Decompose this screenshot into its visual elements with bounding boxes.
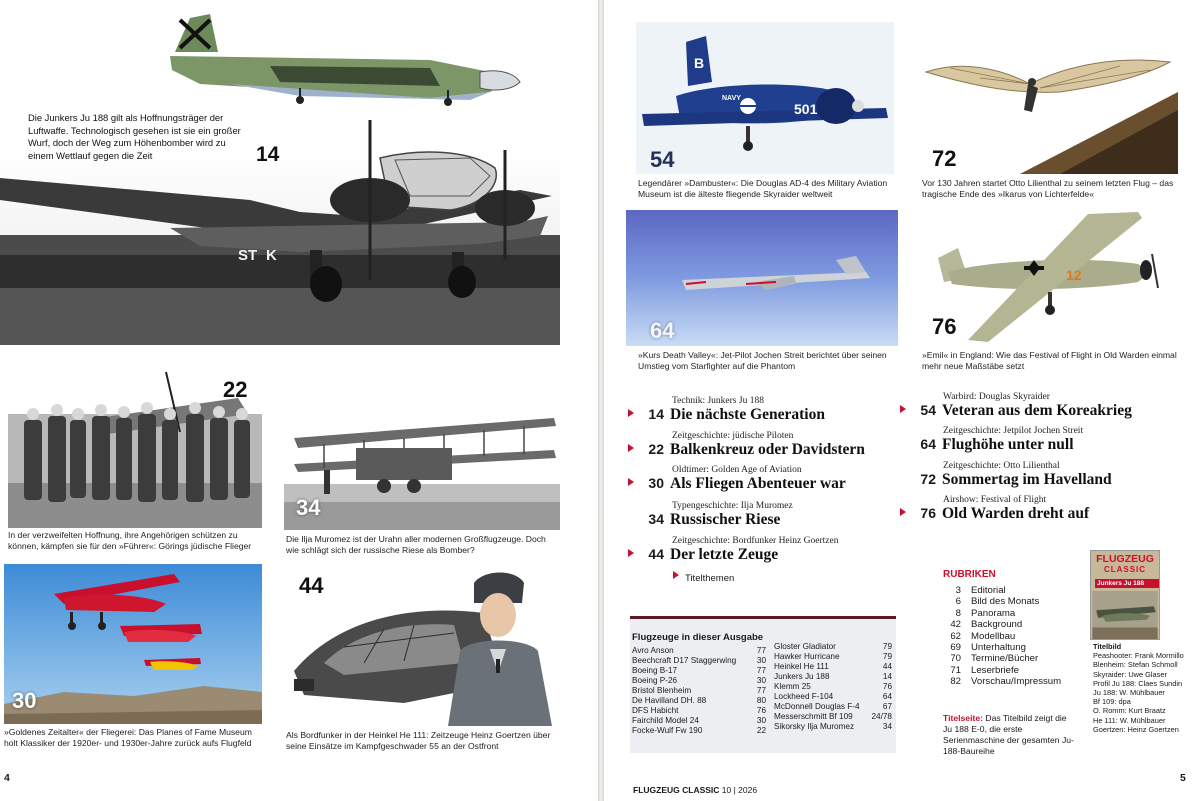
toc-page-number: 44 xyxy=(648,546,664,562)
rubrik-item[interactable] xyxy=(943,653,1061,664)
aircraft-index-heading: Flugzeuge in dieser Ausgabe xyxy=(632,632,764,643)
red-plane-medium xyxy=(120,624,202,642)
photo-54 xyxy=(636,22,894,174)
photo-72-number: 72 xyxy=(932,146,957,171)
rubrik-item[interactable] xyxy=(943,619,1061,630)
rubrik-page: 82 xyxy=(950,676,961,688)
titelseite-note xyxy=(943,713,1078,757)
featured-triangle-icon xyxy=(628,549,634,557)
aircraft-index-row[interactable] xyxy=(632,696,766,706)
aircraft-index-row[interactable] xyxy=(774,682,892,692)
aircraft-index-row[interactable] xyxy=(632,716,766,726)
rubrik-page: 6 xyxy=(955,596,961,608)
aircraft-page: 34 xyxy=(882,722,892,731)
aircraft-name: De Havilland DH. 88 xyxy=(632,696,707,705)
toc-title: Old Warden dreht auf xyxy=(942,505,1090,522)
aircraft-page: 30 xyxy=(756,716,766,725)
rubrik-title: Editorial xyxy=(971,585,1006,596)
cover-masthead-2: CLASSIC xyxy=(1103,565,1147,574)
rubrik-page: 8 xyxy=(955,607,961,619)
rubrik-title: Leserbriefe xyxy=(971,664,1019,676)
photo-76 xyxy=(928,208,1178,346)
toc-category: Zeitgeschichte: jüdische Piloten xyxy=(672,431,794,441)
toc-entry-30[interactable] xyxy=(628,465,846,493)
aircraft-page: 76 xyxy=(756,706,766,715)
cover-credits xyxy=(1093,642,1184,734)
hero-photo xyxy=(0,0,560,345)
rubrik-title: Background xyxy=(971,619,1023,631)
aircraft-page: 24/78 xyxy=(871,712,892,721)
rubrik-item[interactable] xyxy=(943,596,1061,607)
titelseite-text: Das Titelbild zeigt die Ju 188 E-0, die erste Serienmaschine der gesamten Ju-188-Baureihe xyxy=(943,713,1074,756)
aircraft-page: 80 xyxy=(756,696,766,705)
aircraft-page: 77 xyxy=(756,646,766,655)
navy-marking: NAVY xyxy=(722,95,741,102)
aircraft-name: Sikorsky Ilja Muromez xyxy=(774,722,855,731)
aircraft-name: Lockheed F-104 xyxy=(774,692,834,701)
aircraft-page: 30 xyxy=(756,656,766,665)
photo-72-caption: Vor 130 Jahren startet Otto Lilienthal zu seinem letzten Flug – das tragische Ende des »Ikarus von Lichterfelde« xyxy=(922,178,1174,199)
rubrik-title: Unterhaltung xyxy=(971,642,1026,654)
aircraft-index-row[interactable] xyxy=(774,662,892,672)
aircraft-name: Avro Anson xyxy=(632,646,674,655)
aircraft-index-row[interactable] xyxy=(774,712,892,722)
photo-34 xyxy=(284,398,560,530)
toc-entry-14[interactable] xyxy=(628,396,825,424)
photo-34-caption: Die Ilja Muromez ist der Urahn aller modernen Großflugzeuge. Doch wie schlägt sich der russische Riese als Bomber? xyxy=(286,534,546,555)
cover-masthead: FLUGZEUG xyxy=(1096,553,1154,565)
toc-entry-54[interactable] xyxy=(900,392,1132,420)
photo-22-number: 22 xyxy=(223,377,248,402)
aircraft-index-row[interactable] xyxy=(774,692,892,702)
photo-22-caption: In der verzweifelten Hoffnung, ihre Angehörigen schützen zu können, kämpfen sie für den »Führer«: Görings jüdische Flieger xyxy=(8,530,252,551)
aircraft-index-row[interactable] xyxy=(632,656,766,666)
rubrik-item[interactable] xyxy=(943,665,1061,676)
aircraft-name: Beechcraft D17 Staggerwing xyxy=(632,656,737,665)
toc-entry-34[interactable] xyxy=(628,501,793,529)
photo-54-caption: Legendärer »Dambuster«: Die Douglas AD-4 des Military Aviation Museum ist die älteste fliegende Skyraider weltweit xyxy=(638,178,888,199)
aircraft-name: Gloster Gladiator xyxy=(774,642,836,651)
aircraft-page: 77 xyxy=(756,666,766,675)
cover-credit-line: Bf 109: dpa xyxy=(1093,697,1131,707)
photo-44 xyxy=(284,563,566,726)
cover-credit-line: O. Romm: Kurt Braatz xyxy=(1093,706,1166,716)
aircraft-index-row[interactable] xyxy=(774,702,892,712)
toc-category: Typengeschichte: Ilja Muromez xyxy=(672,501,793,511)
aircraft-name: Fairchild Model 24 xyxy=(632,716,699,725)
aircraft-name: Hawker Hurricane xyxy=(774,652,840,661)
rubrik-item[interactable] xyxy=(943,585,1061,596)
toc-title: Sommertag im Havelland xyxy=(942,471,1112,488)
aircraft-index-col1 xyxy=(632,646,766,736)
rubrik-title: Termine/Bücher xyxy=(971,653,1039,665)
aircraft-index-row[interactable] xyxy=(632,726,766,736)
rubrik-page: 71 xyxy=(950,664,961,676)
aircraft-index-row[interactable] xyxy=(632,646,766,656)
cover-illustration xyxy=(1091,591,1159,639)
photo-76-number: 76 xyxy=(932,314,957,339)
aircraft-index-row[interactable] xyxy=(774,672,892,682)
photo-54-number: 54 xyxy=(650,147,675,172)
featured-triangle-icon xyxy=(900,508,906,516)
toc-page-number: 34 xyxy=(648,511,664,527)
right-page-number: 5 xyxy=(1180,772,1186,784)
toc-entry-44[interactable] xyxy=(628,536,838,564)
aircraft-page: 77 xyxy=(756,686,766,695)
titelseite-lead: Titelseite: xyxy=(943,713,983,723)
rubrik-page: 70 xyxy=(950,653,961,665)
aircraft-index-row[interactable] xyxy=(774,652,892,662)
left-page-number: 4 xyxy=(4,772,10,784)
rubrik-item[interactable] xyxy=(943,631,1061,642)
toc-title: Der letzte Zeuge xyxy=(670,546,779,563)
toc-title: Russischer Riese xyxy=(670,511,781,528)
toc-category: Zeitgeschichte: Otto Lilienthal xyxy=(943,461,1060,471)
featured-triangle-icon xyxy=(900,405,906,413)
toc-entry-22[interactable] xyxy=(628,431,865,459)
hero-caption: Die Junkers Ju 188 gilt als Hoffnungsträger der Luftwaffe. Technologisch gesehen ist sie ein großer Wurf, doch der Weg zum Höhenbomber wird zu einem Wettlauf gegen die Zeit xyxy=(28,112,241,161)
aircraft-page: 30 xyxy=(756,676,766,685)
featured-triangle-icon xyxy=(628,409,634,417)
rubriken-heading: RUBRIKEN xyxy=(943,569,996,580)
toc-category: Airshow: Festival of Flight xyxy=(943,495,1047,505)
photo-44-caption: Als Bordfunker in der Heinkel He 111: Zeitzeuge Heinz Goertzen über seine Einsätze im Kampfgeschwader 55 an der Ostfront xyxy=(286,730,551,751)
rubriken-list xyxy=(943,585,1061,688)
rubrik-title: Bild des Monats xyxy=(971,596,1040,608)
aircraft-name: Boeing P-26 xyxy=(632,676,678,685)
toc-page-number: 54 xyxy=(920,402,936,418)
featured-triangle-icon xyxy=(628,444,634,452)
titelthemen-label: Titelthemen xyxy=(685,573,735,584)
cover-credit-line: Goertzen: Heinz Goertzen xyxy=(1093,724,1179,734)
rubrik-page: 62 xyxy=(950,630,961,642)
cover-credit-line: Blenheim: Stefan Schmoll xyxy=(1093,660,1178,670)
aircraft-name: Klemm 25 xyxy=(774,682,811,691)
toc-page-number: 64 xyxy=(920,436,936,452)
cover-credit-line: He 111: W. Mühlbauer xyxy=(1093,715,1166,725)
aircraft-name: McDonnell Douglas F-4 xyxy=(774,702,860,711)
toc-category: Zeitgeschichte: Jetpilot Jochen Streit xyxy=(943,426,1084,436)
photo-30 xyxy=(4,564,262,724)
toc-page-number: 30 xyxy=(648,475,664,491)
aircraft-name: Messerschmitt Bf 109 xyxy=(774,712,853,721)
aircraft-index-row[interactable] xyxy=(632,666,766,676)
aircraft-name: Boeing B-17 xyxy=(632,666,678,675)
hero-page-number: 14 xyxy=(256,143,280,166)
tail-code: B xyxy=(694,55,705,71)
photo-44-number: 44 xyxy=(299,573,324,598)
ilja-muromez-illustration xyxy=(284,398,560,530)
cover-credit-line: Peashooter: Frank Mormillo xyxy=(1093,651,1184,661)
aircraft-index-col2 xyxy=(774,642,892,732)
aircraft-name: Bristol Blenheim xyxy=(632,686,692,695)
aircraft-name: DFS Habicht xyxy=(632,706,679,715)
spacer-triangle xyxy=(900,474,906,482)
aircraft-index-row[interactable] xyxy=(632,686,766,696)
aircraft-page: 76 xyxy=(882,682,892,691)
cover-credit-line: Profil Ju 188: Claes Sundin xyxy=(1093,678,1183,688)
rubrik-title: Vorschau/Impressum xyxy=(971,676,1062,688)
footer-magazine xyxy=(633,785,757,795)
photo-30-caption: »Goldenes Zeitalter« der Fliegerei: Das Planes of Fame Museum holt Klassiker der 1920er- und 1930er-Jahre zurück aufs Flugfeld xyxy=(4,727,252,748)
rubrik-page: 42 xyxy=(950,619,961,631)
photo-34-number: 34 xyxy=(296,495,321,520)
golden-age-planes-illustration xyxy=(4,564,262,724)
photo-64-caption: »Kurs Death Valley«: Jet-Pilot Jochen Streit berichtet über seinen Umstieg vom Starfighter auf die Phantom xyxy=(638,350,887,371)
aircraft-page: 14 xyxy=(882,672,892,681)
plane-code-st: ST xyxy=(238,247,258,264)
cover-headline: Junkers Ju 188 xyxy=(1095,579,1159,588)
photo-72 xyxy=(920,48,1178,174)
skyraider-illustration xyxy=(636,22,894,174)
aircraft-page: 67 xyxy=(882,702,892,711)
toc-title: Die nächste Generation xyxy=(670,406,825,423)
toc-page-number: 22 xyxy=(648,441,664,457)
toc-title: Flughöhe unter null xyxy=(942,436,1074,453)
spacer-triangle xyxy=(900,439,906,447)
rubrik-page: 69 xyxy=(950,642,961,654)
titelthemen-legend xyxy=(673,573,734,584)
fuselage-number: 12 xyxy=(1066,267,1082,283)
hero-illustration xyxy=(0,0,560,345)
aircraft-index-row[interactable] xyxy=(774,722,892,732)
photo-76-caption: »Emil« in England: Wie das Festival of Flight in Old Warden einmal mehr neue Maßstäbe setzt xyxy=(922,350,1177,371)
spacer-triangle xyxy=(628,514,634,522)
aircraft-name: Junkers Ju 188 xyxy=(774,672,830,681)
rubrik-item[interactable] xyxy=(943,676,1061,687)
footer-magazine-name: FLUGZEUG CLASSIC xyxy=(633,785,720,795)
aircraft-index-row[interactable] xyxy=(632,706,766,716)
featured-triangle-icon xyxy=(628,478,634,486)
aircraft-name: Heinkel He 111 xyxy=(774,662,829,671)
aircraft-index-row[interactable] xyxy=(774,642,892,652)
goertzen-illustration xyxy=(284,563,566,726)
aircraft-page: 64 xyxy=(882,692,892,701)
toc-title: Balkenkreuz oder Davidstern xyxy=(670,441,865,458)
photo-30-number: 30 xyxy=(12,688,37,713)
cover-thumbnail[interactable] xyxy=(1090,550,1160,640)
toc-entry-76[interactable] xyxy=(900,495,1089,523)
nose-code: 501 xyxy=(794,101,818,117)
aircraft-index-row[interactable] xyxy=(632,676,766,686)
aircraft-name: Focke-Wulf Fw 190 xyxy=(632,726,703,735)
toc-category: Technik: Junkers Ju 188 xyxy=(672,396,764,406)
aircraft-page: 22 xyxy=(756,726,766,735)
rubrik-item[interactable] xyxy=(943,642,1061,653)
cover-credit-line: Ju 188: W. Mühlbauer xyxy=(1093,688,1165,698)
aircraft-page: 44 xyxy=(882,662,892,671)
toc-title: Als Fliegen Abenteuer war xyxy=(670,475,846,492)
toc-page-number: 14 xyxy=(648,406,664,422)
photo-64-number: 64 xyxy=(650,318,675,343)
toc-category: Oldtimer: Golden Age of Aviation xyxy=(672,465,802,475)
rubrik-title: Panorama xyxy=(971,607,1016,619)
cover-credit-line: Skyraider: Uwe Glaser xyxy=(1093,669,1167,679)
emil-illustration xyxy=(928,208,1178,346)
toc-category: Zeitgeschichte: Bordfunker Heinz Goertzen xyxy=(672,536,839,546)
footer-issue: 10 | 2026 xyxy=(721,785,758,795)
toc-entry-72[interactable] xyxy=(900,461,1112,489)
toc-category: Warbird: Douglas Skyraider xyxy=(943,392,1050,402)
cover-credits-heading: Titelbild xyxy=(1093,642,1122,651)
aircraft-page: 79 xyxy=(882,642,892,651)
plane-code-k: K xyxy=(266,247,277,264)
toc-title: Veteran aus dem Koreakrieg xyxy=(942,402,1132,419)
aircraft-page: 79 xyxy=(882,652,892,661)
toc-entry-64[interactable] xyxy=(900,426,1083,454)
toc-page-number: 76 xyxy=(920,505,936,521)
toc-page-number: 72 xyxy=(920,471,936,487)
rubrik-item[interactable] xyxy=(943,608,1061,619)
rubrik-title: Modellbau xyxy=(971,630,1016,642)
lilienthal-illustration xyxy=(920,48,1178,174)
featured-triangle-icon xyxy=(673,571,679,579)
rubrik-page: 3 xyxy=(955,585,961,596)
